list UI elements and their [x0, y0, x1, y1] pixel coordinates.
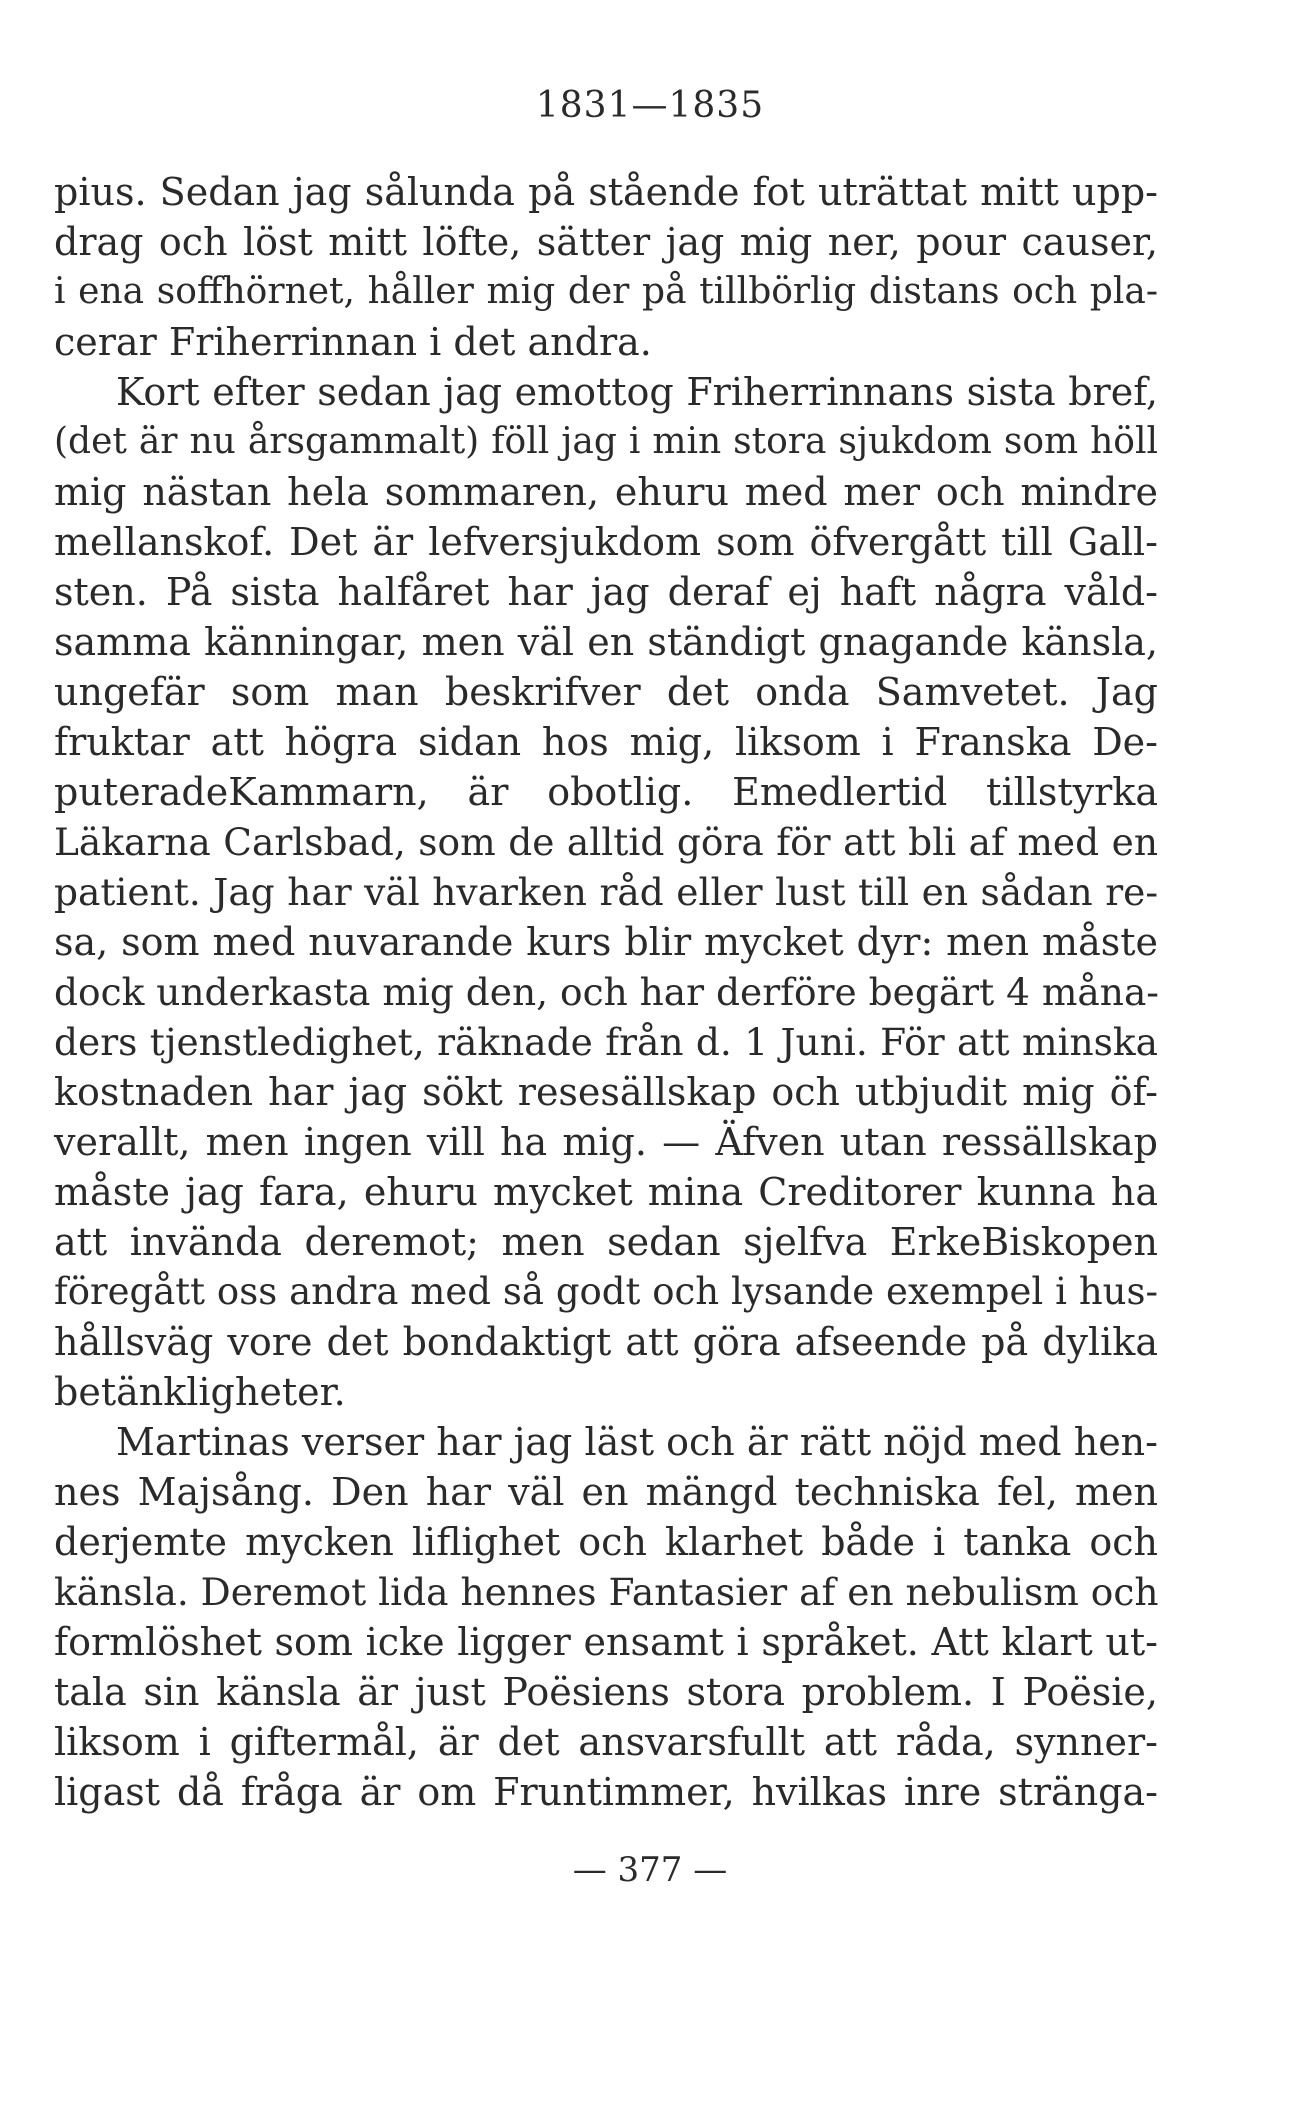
body-text [54, 167, 1158, 1817]
text-line: Martinas verser har jag läst och är rätt nöjd med hen- [116, 1420, 1158, 1464]
text-line: föregått oss andra med så godt och lysande exempel i hus- [54, 1270, 1158, 1313]
text-line: cerar Friherrinnan i det andra. [54, 320, 652, 364]
text-line: Läkarna Carlsbad, som de alltid göra för att bli af med en [54, 820, 1158, 864]
text-line: mellanskof. Det är lefversjukdom som öfvergått till Gall- [54, 520, 1158, 564]
text-line: kostnaden har jag sökt resesällskap och utbjudit mig öf- [54, 1070, 1158, 1114]
running-head: 1831—1835 [535, 85, 765, 126]
text-line: (det är nu årsgammalt) föll jag i min stora sjukdom som höll [54, 421, 1158, 462]
text-line: att invända deremot; men sedan sjelfva ErkeBiskopen [54, 1220, 1158, 1264]
text-line: i ena soffhörnet, håller mig der på tillbörlig distans och pla- [54, 271, 1158, 312]
page-number: — 377 — [572, 1850, 728, 1890]
text-line: Kort efter sedan jag emottog Friherrinnans sista bref, [116, 370, 1158, 414]
text-line: liksom i giftermål, är det ansvarsfullt att råda, synner- [54, 1720, 1158, 1764]
text-line: tala sin känsla är just Poësiens stora problem. I Poësie, [54, 1670, 1158, 1714]
text-line: känsla. Deremot lida hennes Fantasier af en nebulism och [54, 1570, 1159, 1614]
text-line: drag och löst mitt löfte, sätter jag mig ner, pour causer, [54, 220, 1158, 264]
text-line: måste jag fara, ehuru mycket mina Creditorer kunna ha [54, 1170, 1158, 1214]
text-line: formlöshet som icke ligger ensamt i språket. Att klart ut- [54, 1620, 1158, 1664]
text-line: samma känningar, men väl en ständigt gnagande känsla, [54, 620, 1158, 664]
text-line: hållsväg vore det bondaktigt att göra afseende på dylika [54, 1320, 1158, 1364]
text-line: ungefär som man beskrifver det onda Samvetet. Jag [54, 670, 1158, 714]
text-line: ligast då fråga är om Fruntimmer, hvilkas inre stränga- [54, 1770, 1158, 1814]
text-line: verallt, men ingen vill ha mig. — Äfven utan ressällskap [54, 1120, 1158, 1164]
text-line: sa, som med nuvarande kurs blir mycket dyr: men måste [54, 920, 1158, 964]
text-line: mig nästan hela sommaren, ehuru med mer och mindre [54, 470, 1158, 514]
text-line: fruktar att högra sidan hos mig, liksom i Franska De- [54, 720, 1158, 764]
text-line: puteradeKammarn, är obotlig. Emedlertid tillstyrka [54, 770, 1158, 814]
text-line: nes Majsång. Den har väl en mängd techniska fel, men [54, 1470, 1158, 1514]
text-line: pius. Sedan jag sålunda på stående fot uträttat mitt upp- [54, 170, 1158, 214]
text-line: ders tjenstledighet, räknade från d. 1 Juni. För att minska [54, 1020, 1158, 1064]
text-line: sten. På sista halfåret har jag deraf ej haft några våld- [54, 570, 1158, 614]
text-line: derjemte mycken liflighet och klarhet både i tanka och [54, 1520, 1158, 1564]
text-line: betänkligheter. [54, 1370, 346, 1414]
text-line: patient. Jag har väl hvarken råd eller lust till en sådan re- [54, 870, 1158, 914]
text-line: dock underkasta mig den, och har derföre begärt 4 måna- [54, 970, 1159, 1014]
